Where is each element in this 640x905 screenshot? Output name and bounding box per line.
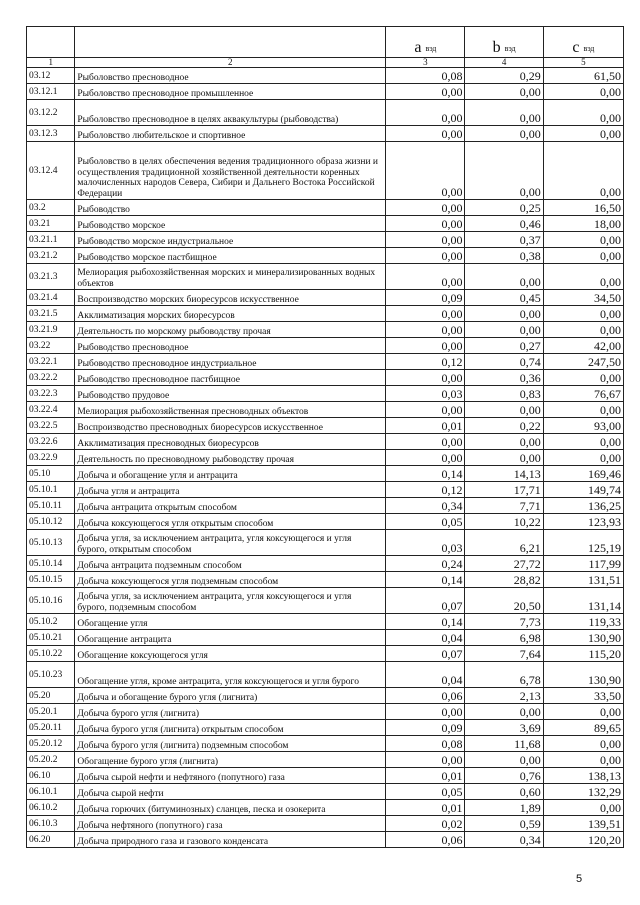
value-a: 0,00 <box>386 306 465 322</box>
activity-name: Рыболовство любительское и спортивное <box>75 126 386 142</box>
header-cell-c <box>543 27 623 58</box>
value-b: 6,98 <box>465 630 543 646</box>
activity-name: Добыча антрацита открытым способом <box>75 498 386 514</box>
okved-code: 03.21.2 <box>27 248 75 264</box>
value-b: 0,38 <box>465 248 543 264</box>
value-b: 7,71 <box>465 498 543 514</box>
okved-code: 03.22.1 <box>27 354 75 370</box>
table-row <box>27 662 624 688</box>
activity-name: Добыча нефтяного (попутного) газа <box>75 816 386 832</box>
activity-name: Рыболовство пресноводное промышленное <box>75 84 386 100</box>
value-b: 0,83 <box>465 386 543 402</box>
value-b: 0,00 <box>465 402 543 418</box>
value-c: 123,93 <box>543 514 623 530</box>
table-row <box>27 720 624 736</box>
activity-name: Добыча и обогащение угля и антрацита <box>75 466 386 482</box>
value-c: 0,00 <box>543 100 623 126</box>
value-c: 131,51 <box>543 572 623 588</box>
table-row <box>27 768 624 784</box>
table-row <box>27 126 624 142</box>
okved-code: 05.10.2 <box>27 614 75 630</box>
value-a: 0,05 <box>386 514 465 530</box>
table-row <box>27 216 624 232</box>
okved-code: 05.10.13 <box>27 530 75 556</box>
okved-code: 05.10.11 <box>27 498 75 514</box>
value-b: 0,00 <box>465 142 543 200</box>
value-b: 0,00 <box>465 100 543 126</box>
header-c-subscript: вэд <box>583 44 595 53</box>
activity-name: Добыча коксующегося угля открытым способом <box>75 514 386 530</box>
value-c: 130,90 <box>543 662 623 688</box>
value-b: 0,37 <box>465 232 543 248</box>
value-c: 130,90 <box>543 630 623 646</box>
activity-name: Добыча бурого угля (лигнита) открытым способом <box>75 720 386 736</box>
value-c: 0,00 <box>543 306 623 322</box>
activity-name: Обогащение угля <box>75 614 386 630</box>
value-c: 169,46 <box>543 466 623 482</box>
value-a: 0,09 <box>386 720 465 736</box>
value-a: 0,00 <box>386 126 465 142</box>
table-row <box>27 832 624 848</box>
activity-name: Рыбоводство морское индустриальное <box>75 232 386 248</box>
okved-code: 03.21.4 <box>27 290 75 306</box>
table-row <box>27 354 624 370</box>
okved-code: 03.21.9 <box>27 322 75 338</box>
value-a: 0,00 <box>386 434 465 450</box>
value-b: 27,72 <box>465 556 543 572</box>
value-c: 132,29 <box>543 784 623 800</box>
activity-name: Обогащение антрацита <box>75 630 386 646</box>
value-a: 0,07 <box>386 588 465 614</box>
table-row <box>27 306 624 322</box>
table-row <box>27 800 624 816</box>
value-c: 125,19 <box>543 530 623 556</box>
value-c: 0,00 <box>543 800 623 816</box>
table-row <box>27 200 624 216</box>
value-c: 34,50 <box>543 290 623 306</box>
activity-name: Рыболовство пресноводное в целях аквакультуры (рыбоводства) <box>75 100 386 126</box>
value-a: 0,00 <box>386 142 465 200</box>
value-c: 119,33 <box>543 614 623 630</box>
value-b: 0,00 <box>465 752 543 768</box>
value-c: 0,00 <box>543 434 623 450</box>
value-b: 0,00 <box>465 434 543 450</box>
value-a: 0,00 <box>386 232 465 248</box>
activity-name: Рыбоводство морское пастбищное <box>75 248 386 264</box>
table-row <box>27 100 624 126</box>
okved-code: 06.10.3 <box>27 816 75 832</box>
table-row <box>27 614 624 630</box>
okved-code: 03.21 <box>27 216 75 232</box>
activity-name: Деятельность по пресноводному рыбоводству прочая <box>75 450 386 466</box>
activity-name: Обогащение угля, кроме антрацита, угля коксующегося и угля бурого <box>75 662 386 688</box>
okved-code: 05.10.21 <box>27 630 75 646</box>
okved-code: 03.22 <box>27 338 75 354</box>
value-c: 131,14 <box>543 588 623 614</box>
column-number: 4 <box>465 58 543 68</box>
okved-code: 06.10.2 <box>27 800 75 816</box>
value-b: 10,22 <box>465 514 543 530</box>
activity-name: Добыча и обогащение бурого угля (лигнита) <box>75 688 386 704</box>
table-row <box>27 248 624 264</box>
activity-name: Обогащение коксующегося угля <box>75 646 386 662</box>
value-c: 0,00 <box>543 752 623 768</box>
value-a: 0,00 <box>386 216 465 232</box>
value-a: 0,14 <box>386 466 465 482</box>
value-c: 16,50 <box>543 200 623 216</box>
value-a: 0,00 <box>386 84 465 100</box>
header-c-label: c <box>572 39 580 56</box>
header-b-label: b <box>492 39 501 56</box>
activity-name: Добыча природного газа и газового конденсата <box>75 832 386 848</box>
okved-code: 03.12.2 <box>27 100 75 126</box>
activity-name: Рыбоводство <box>75 200 386 216</box>
value-b: 0,00 <box>465 306 543 322</box>
value-a: 0,00 <box>386 402 465 418</box>
value-a: 0,01 <box>386 418 465 434</box>
value-b: 0,00 <box>465 84 543 100</box>
value-a: 0,00 <box>386 370 465 386</box>
okved-code: 03.22.4 <box>27 402 75 418</box>
okved-code: 05.10.23 <box>27 662 75 688</box>
table-row <box>27 232 624 248</box>
value-b: 0,59 <box>465 816 543 832</box>
table-row <box>27 322 624 338</box>
value-c: 0,00 <box>543 322 623 338</box>
value-c: 0,00 <box>543 142 623 200</box>
okved-code: 03.21.3 <box>27 264 75 290</box>
value-c: 0,00 <box>543 450 623 466</box>
value-c: 136,25 <box>543 498 623 514</box>
okved-code: 03.22.2 <box>27 370 75 386</box>
value-b: 20,50 <box>465 588 543 614</box>
value-b: 0,27 <box>465 338 543 354</box>
activity-name: Акклиматизация морских биоресурсов <box>75 306 386 322</box>
activity-name: Обогащение бурого угля (лигнита) <box>75 752 386 768</box>
column-number: 2 <box>75 58 386 68</box>
table-row <box>27 588 624 614</box>
activity-name: Добыча угля, за исключением антрацита, угля коксующегося и угля бурого, подземным способом <box>75 588 386 614</box>
table-row <box>27 816 624 832</box>
table-row <box>27 736 624 752</box>
activity-name: Добыча сырой нефти <box>75 784 386 800</box>
value-a: 0,06 <box>386 688 465 704</box>
value-c: 138,13 <box>543 768 623 784</box>
value-b: 0,00 <box>465 126 543 142</box>
value-a: 0,00 <box>386 450 465 466</box>
activity-name: Рыболовство пресноводное <box>75 68 386 84</box>
activity-name: Рыбоводство пресноводное <box>75 338 386 354</box>
value-b: 7,73 <box>465 614 543 630</box>
activity-name: Рыболовство в целях обеспечения ведения традиционного образа жизни и осуществления традиционной хозяйственной деятельности коренных малочисленных народов Севера, Сибири и Дальнего Востока Российской Федерации <box>75 142 386 200</box>
value-c: 0,00 <box>543 248 623 264</box>
value-b: 1,89 <box>465 800 543 816</box>
okved-code: 03.22.3 <box>27 386 75 402</box>
value-a: 0,24 <box>386 556 465 572</box>
table-row <box>27 646 624 662</box>
value-b: 0,36 <box>465 370 543 386</box>
value-c: 42,00 <box>543 338 623 354</box>
value-b: 2,13 <box>465 688 543 704</box>
value-a: 0,07 <box>386 646 465 662</box>
okved-code: 03.22.6 <box>27 434 75 450</box>
activity-name: Добыча антрацита подземным способом <box>75 556 386 572</box>
activity-name: Добыча угля, за исключением антрацита, угля коксующегося и угля бурого, открытым способом <box>75 530 386 556</box>
value-b: 0,00 <box>465 322 543 338</box>
value-c: 0,00 <box>543 704 623 720</box>
column-number: 3 <box>386 58 465 68</box>
value-c: 120,20 <box>543 832 623 848</box>
value-a: 0,05 <box>386 784 465 800</box>
activity-name: Добыча горючих (битуминозных) сланцев, песка и озокерита <box>75 800 386 816</box>
okved-code: 05.20.11 <box>27 720 75 736</box>
table-row <box>27 290 624 306</box>
table-row <box>27 418 624 434</box>
value-c: 0,00 <box>543 126 623 142</box>
activity-name: Мелиорация рыбохозяйственная морских и минерализированных водных объектов <box>75 264 386 290</box>
value-a: 0,03 <box>386 386 465 402</box>
header-a-label: a <box>414 39 422 56</box>
value-a: 0,34 <box>386 498 465 514</box>
value-a: 0,01 <box>386 768 465 784</box>
value-b: 0,45 <box>465 290 543 306</box>
okved-code: 03.12 <box>27 68 75 84</box>
value-a: 0,03 <box>386 530 465 556</box>
table-row <box>27 752 624 768</box>
value-c: 33,50 <box>543 688 623 704</box>
activity-name: Добыча сырой нефти и нефтяного (попутного) газа <box>75 768 386 784</box>
table-row <box>27 84 624 100</box>
value-a: 0,00 <box>386 200 465 216</box>
value-c: 149,74 <box>543 482 623 498</box>
activity-name: Рыбоводство пресноводное пастбищное <box>75 370 386 386</box>
table-row <box>27 386 624 402</box>
table-row <box>27 402 624 418</box>
value-a: 0,09 <box>386 290 465 306</box>
value-c: 0,00 <box>543 84 623 100</box>
value-c: 18,00 <box>543 216 623 232</box>
activity-name: Деятельность по морскому рыбоводству прочая <box>75 322 386 338</box>
value-a: 0,00 <box>386 338 465 354</box>
value-b: 0,29 <box>465 68 543 84</box>
activity-name: Добыча бурого угля (лигнита) подземным способом <box>75 736 386 752</box>
value-b: 0,00 <box>465 264 543 290</box>
value-a: 0,01 <box>386 800 465 816</box>
okved-code: 05.10.15 <box>27 572 75 588</box>
table-row <box>27 142 624 200</box>
value-b: 0,76 <box>465 768 543 784</box>
okved-code: 05.10.12 <box>27 514 75 530</box>
value-b: 0,22 <box>465 418 543 434</box>
okved-code: 05.20.2 <box>27 752 75 768</box>
value-c: 76,67 <box>543 386 623 402</box>
table-row <box>27 68 624 84</box>
okved-code: 06.10.1 <box>27 784 75 800</box>
value-a: 0,04 <box>386 630 465 646</box>
value-c: 0,00 <box>543 736 623 752</box>
value-c: 0,00 <box>543 232 623 248</box>
header-cell-name <box>75 27 386 58</box>
activity-name: Рыбоводство прудовое <box>75 386 386 402</box>
value-b: 0,25 <box>465 200 543 216</box>
okved-code: 05.10.22 <box>27 646 75 662</box>
activity-name: Добыча бурого угля (лигнита) <box>75 704 386 720</box>
value-a: 0,00 <box>386 322 465 338</box>
table-row <box>27 530 624 556</box>
okved-code: 05.20.12 <box>27 736 75 752</box>
value-c: 89,65 <box>543 720 623 736</box>
column-number: 5 <box>543 58 623 68</box>
value-a: 0,14 <box>386 572 465 588</box>
value-a: 0,00 <box>386 248 465 264</box>
okved-code: 06.20 <box>27 832 75 848</box>
value-c: 117,99 <box>543 556 623 572</box>
header-cell-b <box>465 27 543 58</box>
activity-name: Добыча угля и антрацита <box>75 482 386 498</box>
value-a: 0,06 <box>386 832 465 848</box>
value-b: 6,78 <box>465 662 543 688</box>
okved-code: 03.22.5 <box>27 418 75 434</box>
header-b-subscript: вэд <box>504 44 516 53</box>
table-row <box>27 450 624 466</box>
table-row <box>27 688 624 704</box>
activity-name: Мелиорация рыбохозяйственная пресноводных объектов <box>75 402 386 418</box>
table-row <box>27 704 624 720</box>
value-a: 0,02 <box>386 816 465 832</box>
value-b: 6,21 <box>465 530 543 556</box>
value-c: 0,00 <box>543 402 623 418</box>
value-a: 0,04 <box>386 662 465 688</box>
activity-name: Акклиматизация пресноводных биоресурсов <box>75 434 386 450</box>
table-row <box>27 338 624 354</box>
activity-name: Воспроизводство морских биоресурсов искусственное <box>75 290 386 306</box>
page-number: 5 <box>576 873 583 885</box>
value-c: 93,00 <box>543 418 623 434</box>
header-cell-code <box>27 27 75 58</box>
value-a: 0,00 <box>386 100 465 126</box>
okved-code: 03.22.9 <box>27 450 75 466</box>
table-row <box>27 498 624 514</box>
value-a: 0,12 <box>386 482 465 498</box>
value-b: 0,00 <box>465 704 543 720</box>
value-c: 0,00 <box>543 370 623 386</box>
okved-code: 03.12.4 <box>27 142 75 200</box>
value-b: 11,68 <box>465 736 543 752</box>
value-c: 139,51 <box>543 816 623 832</box>
table-row <box>27 784 624 800</box>
okved-code: 03.21.1 <box>27 232 75 248</box>
table-row <box>27 264 624 290</box>
value-a: 0,12 <box>386 354 465 370</box>
value-a: 0,00 <box>386 704 465 720</box>
value-b: 14,13 <box>465 466 543 482</box>
value-a: 0,08 <box>386 68 465 84</box>
value-c: 0,00 <box>543 264 623 290</box>
okved-code: 03.12.1 <box>27 84 75 100</box>
okved-code: 03.12.3 <box>27 126 75 142</box>
value-b: 0,60 <box>465 784 543 800</box>
okved-code: 05.10.14 <box>27 556 75 572</box>
value-a: 0,00 <box>386 264 465 290</box>
activity-name: Добыча коксующегося угля подземным способом <box>75 572 386 588</box>
value-b: 0,74 <box>465 354 543 370</box>
value-a: 0,08 <box>386 736 465 752</box>
column-number-row <box>27 58 624 68</box>
okved-code: 05.10 <box>27 466 75 482</box>
value-b: 28,82 <box>465 572 543 588</box>
table-row <box>27 482 624 498</box>
okved-code: 05.10.16 <box>27 588 75 614</box>
value-c: 247,50 <box>543 354 623 370</box>
okved-code: 03.21.5 <box>27 306 75 322</box>
header-a-subscript: вэд <box>425 44 437 53</box>
value-b: 3,69 <box>465 720 543 736</box>
value-b: 0,46 <box>465 216 543 232</box>
header-row <box>27 27 624 58</box>
value-c: 115,20 <box>543 646 623 662</box>
header-cell-a <box>386 27 465 58</box>
okved-code: 05.20 <box>27 688 75 704</box>
value-a: 0,00 <box>386 752 465 768</box>
table-row <box>27 370 624 386</box>
table-row <box>27 556 624 572</box>
table-row <box>27 514 624 530</box>
activity-name: Воспроизводство пресноводных биоресурсов искусственное <box>75 418 386 434</box>
data-table <box>26 26 624 848</box>
table-row <box>27 630 624 646</box>
table-row <box>27 572 624 588</box>
value-a: 0,14 <box>386 614 465 630</box>
value-c: 61,50 <box>543 68 623 84</box>
value-b: 0,34 <box>465 832 543 848</box>
table-row <box>27 434 624 450</box>
okved-code: 06.10 <box>27 768 75 784</box>
activity-name: Рыбоводство пресноводное индустриальное <box>75 354 386 370</box>
table-body <box>27 68 624 848</box>
value-b: 0,00 <box>465 450 543 466</box>
okved-code: 05.20.1 <box>27 704 75 720</box>
value-b: 7,64 <box>465 646 543 662</box>
table-row <box>27 466 624 482</box>
okved-code: 05.10.1 <box>27 482 75 498</box>
activity-name: Рыбоводство морское <box>75 216 386 232</box>
value-b: 17,71 <box>465 482 543 498</box>
column-number: 1 <box>27 58 75 68</box>
okved-code: 03.2 <box>27 200 75 216</box>
